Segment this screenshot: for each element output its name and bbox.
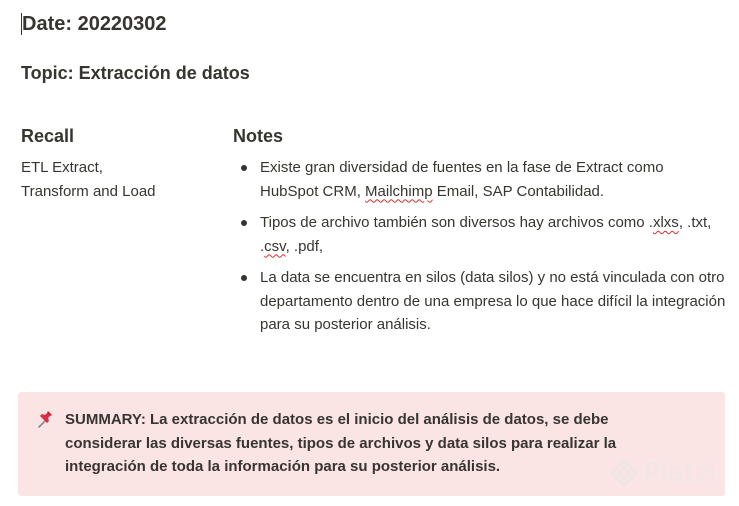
notes-column bbox=[233, 124, 733, 345]
recall-text-line2: Transform and Load bbox=[21, 183, 156, 200]
spellcheck-word[interactable]: xlxs bbox=[652, 214, 679, 231]
platzi-watermark-text: Platzi bbox=[644, 458, 717, 488]
notes-heading[interactable]: Notes bbox=[233, 126, 284, 146]
recall-text[interactable] bbox=[21, 156, 221, 204]
bullet-icon bbox=[241, 165, 247, 171]
platzi-logo-icon bbox=[610, 459, 638, 487]
topic-heading[interactable]: Topic: Extracción de datos bbox=[21, 63, 250, 83]
note-text-segment: , .txt, . bbox=[260, 214, 712, 255]
bullet-icon bbox=[241, 220, 247, 226]
notes-list-item[interactable] bbox=[233, 266, 733, 337]
note-text-segment: Tipos de archivo también son diversos hay archivos como . bbox=[260, 214, 653, 231]
bullet-icon bbox=[241, 275, 247, 281]
recall-column bbox=[21, 124, 221, 204]
platzi-watermark bbox=[610, 458, 717, 488]
notes-list-item[interactable] bbox=[233, 211, 733, 258]
recall-heading[interactable]: Recall bbox=[21, 126, 75, 146]
date-heading[interactable]: Date: 20220302 bbox=[22, 13, 167, 35]
summary-text[interactable]: SUMMARY: La extracción de datos es el inicio del análisis de datos, se debe considerar las diversas fuentes, tipos de archivos y data silos para realizar la integración de toda la información para su posterior análisis. bbox=[65, 411, 617, 475]
spellcheck-word[interactable]: csv bbox=[264, 237, 286, 255]
note-text-line1: Existe gran diversidad de fuentes en la fase de Extract como bbox=[260, 159, 664, 176]
note-text-segment: Email, SAP Contabilidad. bbox=[432, 182, 605, 200]
spellcheck-word[interactable]: Mailchimp bbox=[365, 182, 433, 200]
note-text-segment: , .pdf, bbox=[285, 237, 324, 255]
notes-list bbox=[233, 156, 733, 337]
recall-text-line1: ETL Extract, bbox=[21, 159, 103, 176]
pushpin-icon bbox=[36, 410, 56, 430]
notes-list-item[interactable] bbox=[233, 156, 733, 203]
note-text-segment: HubSpot CRM, bbox=[260, 182, 366, 200]
note-text: La data se encuentra en silos (data silos) y no está vinculada con otro departamento dentro de una empresa lo que hace difícil la integración para su posterior análisis. bbox=[260, 269, 726, 333]
